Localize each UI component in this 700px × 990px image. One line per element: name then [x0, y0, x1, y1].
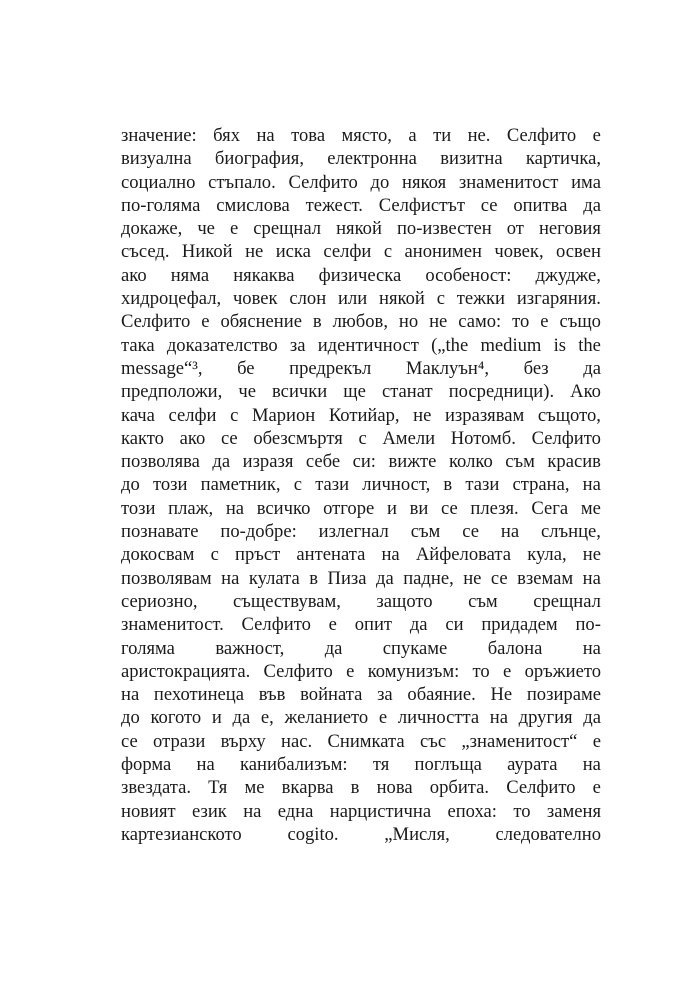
word: докосвам — [121, 544, 195, 566]
word: предрекъл — [289, 357, 372, 379]
word: Не — [490, 684, 513, 706]
word: върху — [220, 730, 266, 752]
body-text — [121, 124, 601, 846]
word: да — [583, 194, 601, 216]
text-line — [121, 683, 601, 706]
word: плаж, — [168, 497, 214, 519]
text-line — [121, 590, 601, 613]
word: за — [377, 684, 393, 706]
word: обаяние. — [407, 684, 476, 706]
word: по-известен — [396, 218, 492, 240]
word: сериозно, — [121, 590, 198, 612]
word: на — [582, 754, 601, 776]
word: бях — [213, 125, 241, 146]
word: е — [503, 660, 512, 682]
text-line — [121, 450, 601, 473]
word: Тя — [208, 777, 228, 799]
word: само: — [458, 311, 502, 333]
word: някоя — [402, 171, 447, 193]
word: слънце, — [541, 521, 601, 543]
word: електронна — [327, 148, 417, 170]
word: същото, — [537, 404, 601, 426]
word: вземам — [517, 567, 574, 589]
word: хидроцефал, — [121, 288, 222, 310]
word: спукаме — [382, 637, 448, 659]
word: Селфито — [506, 777, 576, 799]
text-line — [121, 637, 601, 660]
word: на — [381, 544, 400, 566]
word: отгоре — [323, 497, 375, 519]
word: ако — [121, 264, 147, 286]
word: до — [121, 474, 140, 496]
word: тя — [372, 754, 390, 776]
word: си — [445, 614, 464, 636]
word: физическа — [318, 264, 402, 286]
word: следователно — [495, 823, 601, 845]
word: Селфито — [288, 171, 358, 193]
word: без — [523, 357, 549, 379]
word: на — [196, 754, 215, 776]
word: Амели — [382, 427, 436, 449]
word: Селфито — [241, 614, 311, 636]
word: Никой — [181, 241, 233, 263]
word: „знаменитост“ — [461, 730, 578, 752]
word: придадем — [481, 614, 558, 636]
word: за — [289, 334, 306, 356]
word: вкарва — [281, 777, 334, 799]
word: на — [121, 684, 140, 706]
word: не — [463, 567, 482, 589]
word: опитва — [513, 194, 568, 216]
text-line — [121, 776, 601, 799]
word: войната — [300, 684, 363, 706]
word: новият — [121, 800, 176, 822]
word: е, — [260, 707, 274, 729]
word: знаменитост. — [121, 614, 224, 636]
word: личност, — [362, 474, 431, 496]
text-line — [121, 427, 601, 450]
word: Ако — [570, 381, 601, 403]
word: не — [245, 241, 264, 263]
word: Селфито — [263, 660, 333, 682]
word: нова — [376, 777, 413, 799]
word: („the — [431, 334, 469, 356]
word: да — [232, 707, 251, 729]
word: както — [121, 427, 164, 449]
word: форма — [121, 754, 172, 776]
word: е — [201, 311, 210, 333]
word: Селфистът — [378, 194, 465, 216]
word: позираме — [526, 684, 601, 706]
word: се — [462, 521, 479, 543]
word: визитна — [440, 148, 503, 170]
word: и — [211, 707, 222, 729]
word: този — [152, 474, 188, 496]
word: ако — [179, 427, 206, 449]
text-line — [121, 823, 601, 846]
word: освен — [556, 241, 601, 263]
word: и — [386, 497, 397, 519]
word: ме — [244, 777, 265, 799]
word: слон — [289, 288, 327, 310]
word: всичко — [256, 497, 311, 519]
word: по-добре: — [220, 521, 297, 543]
word: е — [378, 707, 388, 729]
word: в — [309, 567, 319, 589]
word: ще — [343, 381, 366, 403]
word: поглъща — [414, 754, 482, 776]
word: на — [256, 125, 275, 146]
word: кача — [121, 404, 155, 426]
word: селфи — [323, 241, 372, 263]
word: не — [582, 544, 601, 566]
word: излегнал — [318, 521, 389, 543]
word: message“³, — [121, 357, 203, 379]
word: Селфито — [531, 427, 601, 449]
word: една — [277, 800, 314, 822]
word: така — [121, 334, 155, 356]
word: пехотинеца — [153, 684, 245, 706]
word: ви — [409, 497, 429, 519]
word: то — [472, 660, 490, 682]
word: стъпало. — [208, 171, 276, 193]
word: на — [582, 637, 601, 659]
word: или — [338, 288, 368, 310]
word: това — [291, 125, 326, 146]
word: защото — [376, 590, 433, 612]
word: звездата. — [121, 777, 191, 799]
word: иска — [275, 241, 311, 263]
word: не — [413, 404, 432, 426]
word: анонимен — [404, 241, 482, 263]
word: на — [225, 497, 245, 519]
word: по- — [575, 614, 601, 636]
word: любов, — [332, 311, 388, 333]
word: кулата — [248, 567, 300, 589]
word: биография, — [214, 148, 304, 170]
word: красив — [547, 451, 601, 473]
word: човек — [232, 288, 278, 310]
word: да — [212, 451, 231, 473]
word: аурата — [507, 754, 558, 776]
word: кула, — [527, 544, 567, 566]
text-line — [121, 730, 601, 753]
word: канибализъм: — [239, 754, 348, 776]
word: позволява — [121, 451, 200, 473]
word: значение: — [121, 125, 197, 146]
word: Пиза — [327, 567, 367, 589]
word: другия — [518, 707, 573, 729]
word: Снимката — [327, 730, 405, 752]
word: срещнал — [253, 218, 322, 240]
word: голяма — [121, 637, 175, 659]
word: на — [582, 567, 601, 589]
text-line — [121, 706, 601, 729]
word: се — [480, 194, 498, 216]
word: обезсмъртя — [253, 427, 343, 449]
word: изгаряния. — [516, 288, 601, 310]
word: medium — [480, 334, 542, 356]
word: с — [358, 427, 367, 449]
word: смислова — [216, 194, 290, 216]
word: че — [197, 218, 215, 240]
word: вижте — [388, 451, 437, 473]
word: Котийар, — [328, 404, 400, 426]
text-line — [121, 124, 601, 147]
word: си: — [352, 451, 376, 473]
word: аристокрацията. — [121, 660, 251, 682]
word: отрази — [153, 730, 206, 752]
word: с — [210, 544, 219, 566]
text-line — [121, 287, 601, 310]
word: на — [243, 800, 262, 822]
word: личността — [397, 707, 480, 729]
word: антената — [296, 544, 366, 566]
word: паметник, — [200, 474, 281, 496]
word: изразявам — [444, 404, 525, 426]
word: бе — [237, 357, 255, 379]
word: ти — [433, 125, 452, 146]
word: че — [238, 381, 256, 403]
text-line — [121, 334, 601, 357]
text-line — [121, 171, 601, 194]
word: себе — [305, 451, 341, 473]
word: съм — [410, 521, 441, 543]
word: се — [121, 730, 138, 752]
word: идентичност — [317, 334, 419, 356]
word: станат — [381, 381, 433, 403]
word: от — [506, 218, 524, 240]
word: позволявам — [121, 567, 212, 589]
text-line — [121, 473, 601, 496]
word: картичка, — [525, 148, 601, 170]
word: колко — [448, 451, 493, 473]
word: по-голяма — [121, 194, 201, 216]
text-line — [121, 147, 601, 170]
word: „Мисля, — [384, 823, 450, 845]
word: визуална — [121, 148, 192, 170]
word: Нотомб. — [450, 427, 516, 449]
word: но — [398, 311, 419, 333]
word: картезианското — [121, 823, 242, 845]
word: не. — [467, 125, 491, 146]
word: нарцистична — [329, 800, 432, 822]
word: да — [583, 357, 601, 379]
text-line — [121, 497, 601, 520]
word: орбита. — [429, 777, 490, 799]
text-line — [121, 567, 601, 590]
word: е — [328, 614, 337, 636]
text-line — [121, 660, 601, 683]
word: място, — [341, 125, 392, 146]
word: с — [293, 474, 303, 496]
word: Марион — [251, 404, 316, 426]
word: оръжието — [524, 660, 601, 682]
word: селфи — [168, 404, 217, 426]
word: опит — [354, 614, 393, 636]
word: срещнал — [533, 590, 601, 612]
word: плезя. — [470, 497, 519, 519]
word: комунизъм: — [367, 660, 460, 682]
word: да — [583, 707, 601, 729]
word: до — [121, 707, 140, 729]
word: да — [324, 637, 343, 659]
word: е — [592, 730, 601, 752]
word: джудже, — [535, 264, 601, 286]
word: особеност: — [425, 264, 512, 286]
word: неговия — [538, 218, 601, 240]
word: нас. — [281, 730, 313, 752]
text-line — [121, 240, 601, 263]
word: някой — [379, 288, 425, 310]
word: съм — [468, 590, 498, 612]
word: знаменитост — [458, 171, 559, 193]
word: тази — [465, 474, 500, 496]
word: в — [443, 474, 453, 496]
word: на — [582, 474, 601, 496]
word: посредници). — [448, 381, 555, 403]
word: Селфито — [506, 125, 577, 146]
word: доказателство — [166, 334, 278, 356]
word: няма — [170, 264, 210, 286]
word: с — [436, 288, 445, 310]
text-line — [121, 380, 601, 403]
word: епоха: — [447, 800, 497, 822]
word: то — [512, 311, 530, 333]
word: страна, — [512, 474, 570, 496]
word: до — [370, 171, 390, 193]
word: е — [229, 218, 239, 240]
word: език — [192, 800, 227, 822]
word: човек, — [494, 241, 544, 263]
text-line — [121, 194, 601, 217]
word: този — [121, 497, 156, 519]
text-line — [121, 520, 601, 543]
word: също — [559, 311, 601, 333]
word: е — [346, 660, 355, 682]
word: е — [592, 777, 601, 799]
word: се — [441, 497, 458, 519]
word: is — [553, 334, 566, 356]
word: със — [419, 730, 447, 752]
text-line — [121, 310, 601, 333]
word: с — [383, 241, 393, 263]
word: the — [578, 334, 601, 356]
word: не — [429, 311, 448, 333]
word: а — [408, 125, 417, 146]
word: някой — [336, 218, 382, 240]
word: има — [571, 171, 601, 193]
text-line — [121, 217, 601, 240]
text-line — [121, 800, 601, 823]
word: съществувам, — [233, 590, 341, 612]
word: когото — [150, 707, 202, 729]
word: във — [258, 684, 286, 706]
word: то — [513, 800, 531, 822]
word: на — [489, 707, 508, 729]
text-line — [121, 404, 601, 427]
word: в — [312, 311, 322, 333]
word: всички — [272, 381, 328, 403]
word: Маклуън⁴, — [405, 357, 490, 379]
word: се — [220, 427, 238, 449]
word: съсед. — [121, 241, 170, 263]
word: познавате — [121, 521, 199, 543]
text-line — [121, 357, 601, 380]
word: се — [490, 567, 508, 589]
word: социално — [121, 171, 196, 193]
word: обяснение — [220, 311, 302, 333]
word: ме — [580, 497, 601, 519]
word: да — [409, 614, 428, 636]
word: Селфито — [121, 311, 191, 333]
text-line — [121, 753, 601, 776]
word: е — [540, 311, 549, 333]
word: е — [592, 125, 601, 146]
word: Сега — [531, 497, 569, 519]
word: тежест. — [305, 194, 363, 216]
word: тежки — [456, 288, 505, 310]
word: Айфеловата — [415, 544, 512, 566]
word: важност, — [215, 637, 285, 659]
word: да — [376, 567, 394, 589]
word: в — [350, 777, 360, 799]
word: на — [500, 521, 520, 543]
word: тази — [315, 474, 350, 496]
word: желанието — [284, 707, 369, 729]
text-line — [121, 613, 601, 636]
word: докаже, — [121, 218, 183, 240]
word: балона — [487, 637, 543, 659]
word: с — [230, 404, 239, 426]
word: съм — [505, 451, 535, 473]
word: изразя — [242, 451, 294, 473]
word: пръст — [235, 544, 281, 566]
word: заменя — [546, 800, 601, 822]
text-line — [121, 264, 601, 287]
word: падне, — [403, 567, 454, 589]
word: някаква — [233, 264, 295, 286]
word: на — [221, 567, 240, 589]
word: cogito. — [287, 823, 339, 845]
text-line — [121, 543, 601, 566]
word: предположи, — [121, 381, 223, 403]
